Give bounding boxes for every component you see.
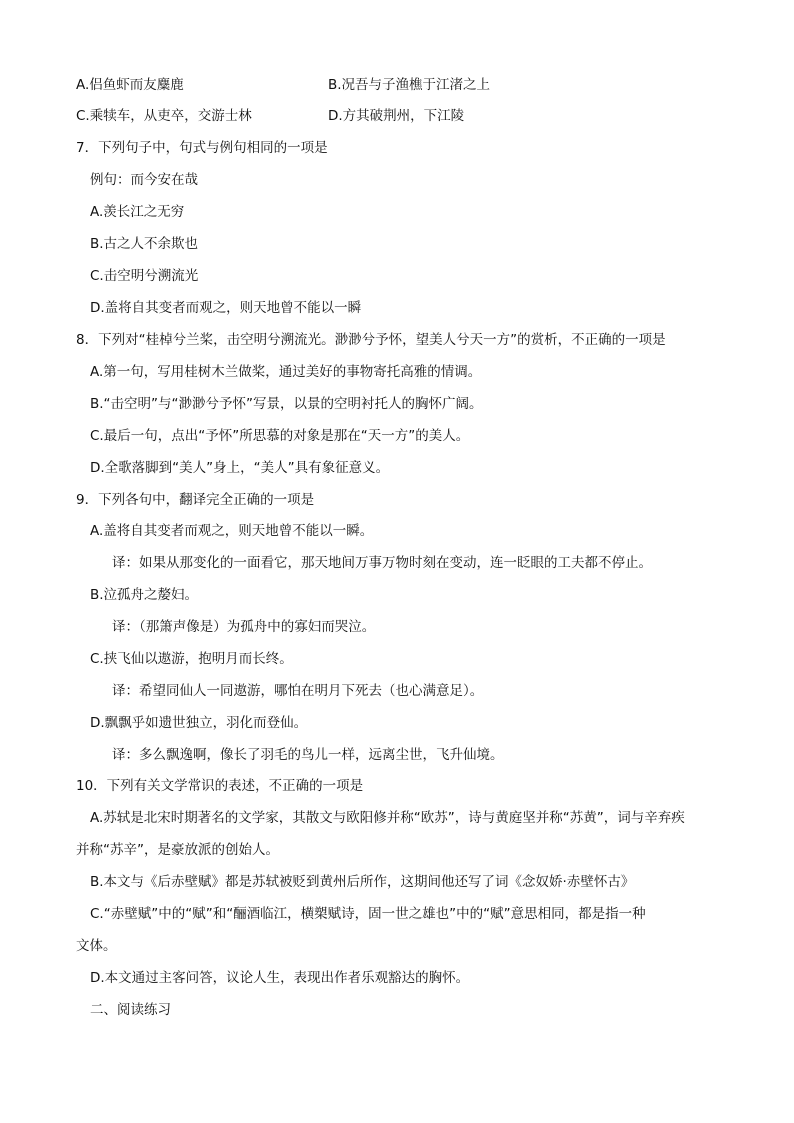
q6-option-c: C.乘犊车，从吏卒，交游士林 [76, 108, 252, 124]
q9-stem: 9．下列各句中，翻译完全正确的一项是 [76, 492, 315, 508]
q10-option-b: B.本文与《后赤壁赋》都是苏轼被贬到黄州后所作，这期间他还写了词《念奴娇·赤壁怀古》 [90, 874, 635, 890]
q10-option-a: A.苏轼是北宋时期著名的文学家，其散文与欧阳修并称“欧苏”，诗与黄庭坚并称“苏黄”，词与辛弃疾 [90, 810, 685, 826]
q7-option-b: B.古之人不余欺也 [90, 236, 199, 252]
q6-option-b: B.况吾与子渔樵于江渚之上 [328, 77, 491, 93]
q7-example: 例句：而今安在哉 [90, 172, 198, 188]
q9-option-d-translation: 译：多么飘逸啊，像长了羽毛的鸟儿一样，远离尘世，飞升仙境。 [112, 747, 504, 763]
q7-option-c: C.击空明兮溯流光 [90, 268, 199, 284]
q8-option-a: A.第一句，写用桂树木兰做桨，通过美好的事物寄托高雅的情调。 [90, 364, 482, 380]
q10-option-d: D.本文通过主客问答，议论人生，表现出作者乐观豁达的胸怀。 [90, 970, 470, 986]
q9-option-b-translation: 译：（那箫声像是）为孤舟中的寡妇而哭泣。 [112, 619, 376, 635]
q6-option-d: D.方其破荆州，下江陵 [328, 108, 465, 124]
q9-option-a-translation: 译：如果从那变化的一面看它，那天地间万事万物时刻在变动，连一眨眼的工夫都不停止。 [112, 555, 652, 571]
q10-option-c-cont: 文体。 [76, 938, 117, 954]
q8-stem: 8．下列对“桂棹兮兰桨，击空明兮溯流光。渺渺兮予怀，望美人兮天一方”的赏析，不正确的一项是 [76, 332, 666, 348]
q9-option-d: D.飘飘乎如遗世独立，羽化而登仙。 [90, 715, 308, 731]
q8-option-b: B.“击空明”与“渺渺兮予怀”写景，以景的空明衬托人的胸怀广阔。 [90, 396, 483, 412]
q10-stem: 10．下列有关文学常识的表述，不正确的一项是 [76, 778, 364, 794]
q9-option-c: C.挟飞仙以遨游，抱明月而长终。 [90, 651, 293, 667]
q7-option-a: A.羡长江之无穷 [90, 204, 185, 220]
q10-option-c: C.“赤壁赋”中的“赋”和“酾酒临江，横槊赋诗，固一世之雄也”中的“赋”意思相同，都是指一种 [90, 906, 646, 922]
q6-option-a: A.侣鱼虾而友麋鹿 [76, 77, 184, 93]
q7-option-d: D.盖将自其变者而观之，则天地曾不能以一瞬 [90, 300, 362, 316]
q9-option-c-translation: 译：希望同仙人一同遨游，哪怕在明月下死去（也心满意足）。 [112, 683, 484, 699]
q8-option-d: D.全歌落脚到“美人”身上，“美人”具有象征意义。 [90, 460, 390, 476]
q9-option-a: A.盖将自其变者而观之，则天地曾不能以一瞬。 [90, 523, 374, 539]
q9-option-b: B.泣孤舟之嫠妇。 [90, 587, 199, 603]
q10-option-a-cont: 并称“苏辛”，是豪放派的创始人。 [76, 842, 279, 858]
section-heading-reading: 二、阅读练习 [90, 1002, 171, 1018]
q8-option-c: C.最后一句，点出“予怀”所思慕的对象是那在“天一方”的美人。 [90, 428, 470, 444]
q7-stem: 7．下列句子中，句式与例句相同的一项是 [76, 140, 328, 156]
